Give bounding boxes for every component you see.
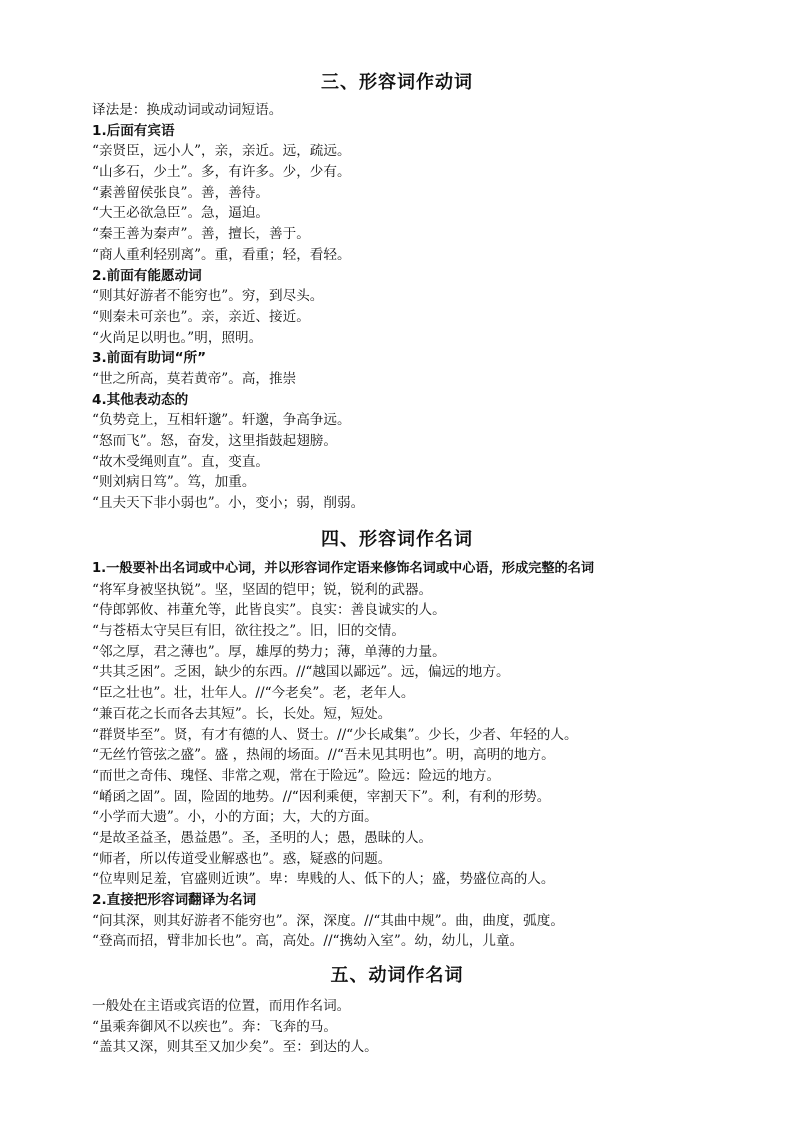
example-line: “亲贤臣，远小人”，亲，亲近。远，疏远。 xyxy=(92,143,351,160)
example-line: “位卑则足羞，官盛则近谀”。卑：卑贱的人、低下的人；盛，势盛位高的人。 xyxy=(92,871,555,888)
example-line: “小学而大遗”。小，小的方面；大，大的方面。 xyxy=(92,809,378,826)
example-line: “是故圣益圣，愚益愚”。圣，圣明的人；愚，愚昧的人。 xyxy=(92,829,433,846)
example-line: “师者，所以传道受业解惑也”。惑，疑惑的问题。 xyxy=(92,850,392,867)
subheading: 2.前面有能愿动词 xyxy=(92,267,202,284)
example-line: “则秦未可亲也”。亲，亲近、接近。 xyxy=(92,308,310,325)
subheading: 4.其他表动态的 xyxy=(92,391,189,408)
section-body-3 xyxy=(92,100,772,514)
section-title-5: 五、动词作名词 xyxy=(330,965,464,986)
example-line: “崤函之固”。固，险固的地势。//“因利乘便，宰割天下”。利，有利的形势。 xyxy=(92,788,551,805)
example-line: “则刘病日笃”。笃，加重。 xyxy=(92,474,256,491)
example-line: “而世之奇伟、瑰怪、非常之观，常在于险远”。险远：险远的地方。 xyxy=(92,767,501,784)
example-line: “素善留侯张良”。善，善待。 xyxy=(92,184,270,201)
subheading: 3.前面有助词“所” xyxy=(92,350,207,367)
example-line: “无丝竹管弦之盛”。盛 ，热闹的场面。//“吾未见其明也”。明，高明的地方。 xyxy=(92,747,555,764)
example-line: “故木受绳则直”。直，变直。 xyxy=(92,453,270,470)
example-line: “群贤毕至”。贤，有才有德的人、贤士。//“少长咸集”。少长，少者、年轻的人。 xyxy=(92,726,578,743)
example-line: “负势竞上，互相轩邈”。轩邈，争高争远。 xyxy=(92,412,351,429)
example-line: “世之所高，莫若黄帝”。高，推崇 xyxy=(92,370,297,387)
example-line: “将军身被坚执锐”。坚，坚固的铠甲；锐，锐利的武器。 xyxy=(92,581,433,598)
example-line: “臣之壮也”。壮，壮年人。//“今老矣”。老，老年人。 xyxy=(92,685,415,702)
example-line: “火尚足以明也。”明，照明。 xyxy=(92,329,263,346)
example-line: “问其深，则其好游者不能穷也”。深，深度。//“其曲中规”。曲，曲度，弧度。 xyxy=(92,912,564,929)
subheading: 1.后面有宾语 xyxy=(92,122,175,139)
example-line: “与苍梧太守吴巨有旧，欲往投之”。旧，旧的交情。 xyxy=(92,623,405,640)
example-line: “山多石，少土”。多，有许多。少，少有。 xyxy=(92,164,351,181)
example-line: “则其好游者不能穷也”。穷，到尽头。 xyxy=(92,288,324,305)
example-line: “兼百花之长而各去其短”。长，长处。短，短处。 xyxy=(92,705,392,722)
example-line: “侍郎郭攸、祎董允等，此皆良实”。良实：善良诚实的人。 xyxy=(92,602,446,619)
section-body-5 xyxy=(92,996,772,1058)
section-title-4: 四、形容词作名词 xyxy=(321,529,473,550)
example-line: “虽乘奔御风不以疾也”。奔：飞奔的马。 xyxy=(92,1018,337,1035)
section-title-3: 三、形容词作动词 xyxy=(321,72,473,93)
section-body-4 xyxy=(92,559,772,952)
example-line: “且夫天下非小弱也”。小，变小；弱，削弱。 xyxy=(92,495,365,512)
section-intro: 一般处在主语或宾语的位置，而用作名词。 xyxy=(92,998,351,1014)
example-line: “登高而招，臂非加长也”。高，高处。//“携幼入室”。幼，幼儿，儿童。 xyxy=(92,933,524,950)
example-line: “大王必欲急臣”。急，逼迫。 xyxy=(92,205,270,222)
example-line: “秦王善为秦声”。善，擅长，善于。 xyxy=(92,226,310,243)
example-line: “商人重利轻别离”。重，看重；轻，看轻。 xyxy=(92,246,351,263)
example-line: “怒而飞”。怒，奋发，这里指鼓起翅膀。 xyxy=(92,433,337,449)
example-line: “邻之厚，君之薄也”。厚，雄厚的势力；薄，单薄的力量。 xyxy=(92,643,446,660)
example-line: “共其乏困”。乏困，缺少的东西。//“越国以鄙远”。远，偏远的地方。 xyxy=(92,664,510,681)
subheading: 1.一般要补出名词或中心词，并以形容词作定语来修饰名词或中心语，形成完整的名词 xyxy=(92,561,595,576)
subheading: 2.直接把形容词翻译为名词 xyxy=(92,892,257,908)
example-line: “盖其又深，则其至又加少矣”。至：到达的人。 xyxy=(92,1039,378,1056)
section-intro: 译法是：换成动词或动词短语。 xyxy=(92,102,283,118)
